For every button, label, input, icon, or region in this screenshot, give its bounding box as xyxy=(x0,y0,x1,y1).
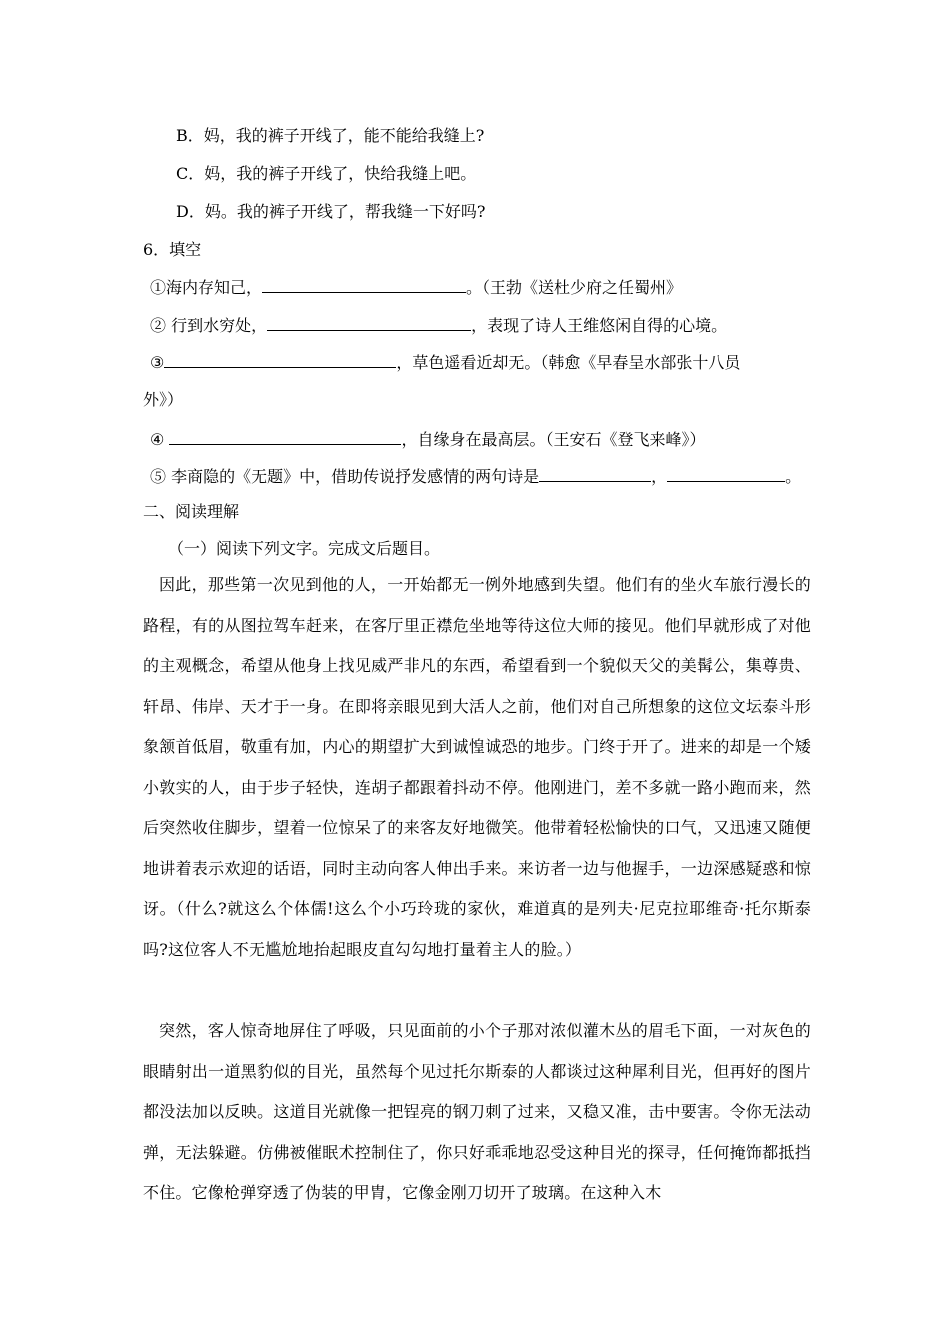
option-c: C．妈，我的裤子开线了，快给我缝上吧。 xyxy=(176,164,477,183)
fill-item-2-suffix: ，表现了诗人王维悠闲自得的心境。 xyxy=(471,316,728,335)
fill-item-2 xyxy=(150,314,727,336)
fill-item-1-suffix: 。（王勃《送杜少府之任蜀州》 xyxy=(466,278,683,297)
fill-item-1-prefix: ①海内存知己， xyxy=(150,278,263,297)
section-2-title: 二、阅读理解 xyxy=(143,502,240,521)
section-2-subtitle: （一）阅读下列文字。完成文后题目。 xyxy=(168,539,441,558)
fill-item-5-prefix: ⑤ 李商隐的《无题》中，借助传说抒发感情的两句诗是 xyxy=(150,467,540,486)
fill-item-3-suffix: ，草色遥看近却无。（韩愈《早春呈水部张十八员 xyxy=(396,353,741,372)
fill-item-2-prefix: ② 行到水穷处， xyxy=(150,316,268,335)
fill-item-4-suffix: ，自缘身在最高层。（王安石《登飞来峰》） xyxy=(401,430,706,449)
fill-item-1 xyxy=(150,276,682,298)
fill-item-5-middle: ， xyxy=(651,467,668,486)
fill-item-5-suffix: 。 xyxy=(785,467,802,486)
fill-item-4-prefix: ④ xyxy=(150,430,170,449)
fill-item-3-prefix: ③ xyxy=(150,353,165,372)
fill-item-3 xyxy=(150,351,740,373)
question-6-title: 6．填空 xyxy=(143,240,202,259)
option-d: D．妈。我的裤子开线了，帮我缝一下好吗? xyxy=(176,202,486,221)
fill-blank-2[interactable] xyxy=(267,314,471,331)
passage-paragraph-2: 突然，客人惊奇地屏住了呼吸，只见面前的小个子那对浓似灌木丛的眉毛下面，一对灰色的眼睛射出一道黑豹似的目光，虽然每个见过托尔斯泰的人都谈过这种犀利目光，但再好的图片都没法加以反映。这道目光就像一把锃亮的钢刀刺了过来，又稳又准，击中要害。令你无法动弹，无法躲避。仿佛被催眠术控制住了，你只好乖乖地忍受这种目光的探寻，任何掩饰都抵挡不住。它像枪弹穿透了伪装的甲胄，它像金刚刀切开了玻璃。在这种入木 xyxy=(143,1021,811,1202)
fill-blank-4[interactable] xyxy=(169,428,401,445)
fill-blank-3[interactable] xyxy=(164,351,396,368)
passage-paragraph-1: 因此，那些第一次见到他的人，一开始都无一例外地感到失望。他们有的坐火车旅行漫长的路程，有的从图拉驾车赶来，在客厅里正襟危坐地等待这位大师的接见。他们早就形成了对他的主观概念，希望从他身上找见威严非凡的东西，希望看到一个貌似天父的美髯公，集尊贵、轩昂、伟岸、天才于一身。在即将亲眼见到大活人之前，他们对自己所想象的这位文坛泰斗形象颔首低眉，敬重有加，内心的期望扩大到诚惶诚恐的地步。门终于开了。进来的却是一个矮小敦实的人，由于步子轻快，连胡子都跟着抖动不停。他刚进门，差不多就一路小跑而来，然后突然收住脚步，望着一位惊呆了的来客友好地微笑。他带着轻松愉快的口气，又迅速又随便地讲着表示欢迎的话语，同时主动向客人伸出手来。来访者一边与他握手，一边深感疑惑和惊讶。（什么?就这么个体儒!这么个小巧玲珑的家伙，难道真的是列夫·尼克拉耶维奇·托尔斯泰吗?这位客人不无尴尬地抬起眼皮直勾勾地打量着主人的脸。） xyxy=(143,575,811,959)
fill-item-3-continuation: 外》） xyxy=(143,390,184,409)
fill-blank-5a[interactable] xyxy=(539,465,651,482)
fill-blank-5b[interactable] xyxy=(667,465,785,482)
option-b: B．妈，我的裤子开线了，能不能给我缝上? xyxy=(176,126,485,145)
fill-item-5 xyxy=(150,465,801,487)
fill-item-4 xyxy=(150,428,705,450)
fill-blank-1[interactable] xyxy=(262,276,466,293)
